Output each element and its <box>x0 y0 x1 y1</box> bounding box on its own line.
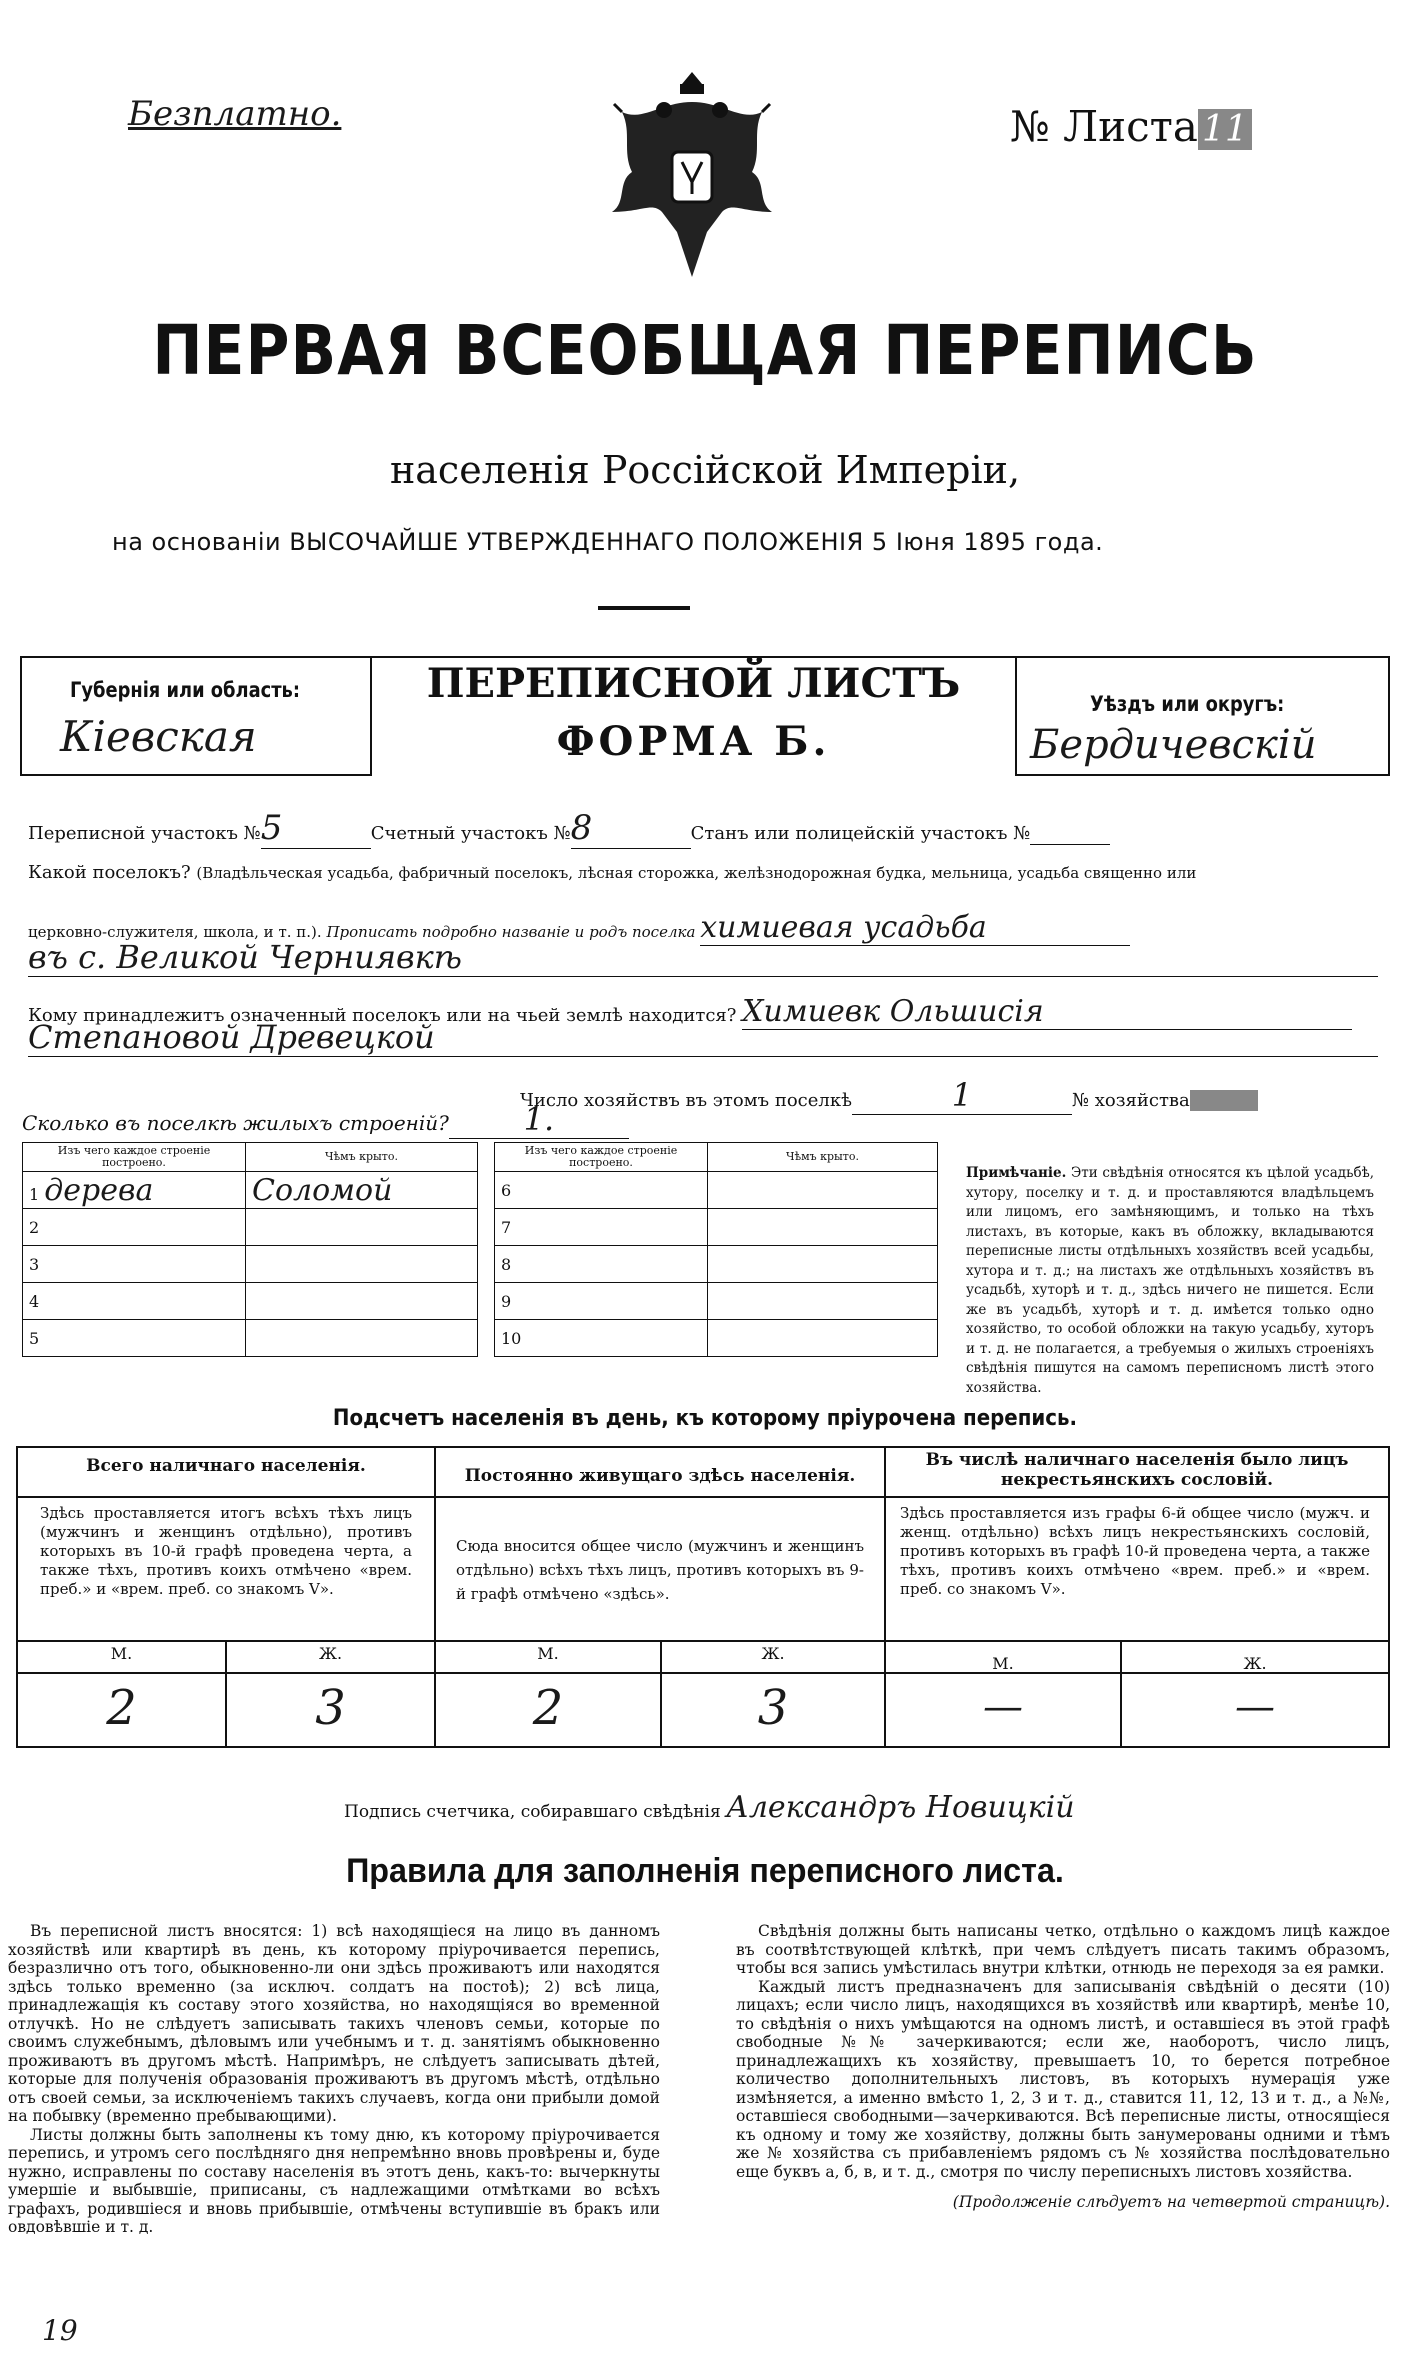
c2-m-label: М. <box>537 1644 559 1663</box>
pop-header-rule <box>16 1496 1390 1498</box>
signature-line <box>344 1790 1075 1825</box>
form-divider-2 <box>1015 656 1017 776</box>
col2-title: Постоянно живущаго здѣсь населенія. <box>464 1466 856 1486</box>
divider <box>598 606 690 610</box>
basis-line: на основаніи ВЫСОЧАЙШЕ УТВЕРЖДЕННАГО ПОЛОЖЕНІЯ 5 Іюня 1895 года. <box>112 528 1104 556</box>
owner-value-1: Химиевк Ольшисія <box>742 994 1352 1030</box>
settlement-value-2: въ с. Великой Черниявкѣ <box>28 938 1378 977</box>
uezd-bottom-rule <box>1015 774 1390 776</box>
rules-heading: Правила для заполненія переписного листа. <box>346 1852 1064 1890</box>
col-roof-header: Чѣмъ крыто. <box>708 1143 938 1172</box>
district-line <box>28 808 1388 849</box>
census-district-label: Переписной участокъ № <box>28 823 261 844</box>
form-subtitle: ФОРМА Б. <box>556 718 831 765</box>
col3-text: Здѣсь проставляется изъ графы 6-й общее число (мужч. и женщ. отдѣльно) всѣхъ лицъ некрестьянскихъ сословій, противъ которыхъ въ графѣ 10-й проведена черта, а также тѣхъ, противъ коихъ отмѣчено «врем. преб.» и «врем. преб. со знакомъ V». <box>900 1504 1370 1598</box>
c2-f-label: Ж. <box>761 1644 785 1663</box>
rules-right-column <box>736 1922 1390 2212</box>
table-row: 10 <box>495 1320 708 1357</box>
table-row: 4 <box>23 1283 246 1320</box>
col1-title: Всего наличнаго населенія. <box>86 1456 366 1476</box>
gubernia-value: Кіевская <box>60 712 257 761</box>
col1-text: Здѣсь проставляется итогъ всѣхъ тѣхъ лицъ (мужчинъ и женщинъ отдѣльно), противъ которыхъ въ 10-й графѣ проведена черта, а также тѣхъ, противъ коихъ отмѣчено «врем. преб.» и «врем. преб. со знакомъ V». <box>40 1504 412 1598</box>
settlement-hint: (Владѣльческая усадьба, фабричный поселокъ, лѣсная сторожка, желѣзнодорожная будка, мельница, усадьба священно или <box>196 864 1197 882</box>
roof-cell <box>708 1246 938 1283</box>
households-value: 1 <box>852 1076 1072 1115</box>
c1-f-label: Ж. <box>318 1644 343 1663</box>
buildings-label: Сколько въ поселкѣ жилыхъ строеній? <box>22 1111 449 1135</box>
rules-continued: (Продолженіе слѣдуетъ на четвертой страницѣ). <box>952 2193 1390 2211</box>
page-subtitle: населенія Россійской Имперіи, <box>389 448 1021 492</box>
roof-cell <box>246 1283 478 1320</box>
table-row: 8 <box>495 1246 708 1283</box>
col-roof-header: Чѣмъ крыто. <box>246 1143 478 1172</box>
c3-f-value: — <box>1235 1684 1275 1730</box>
c2-m-value: 2 <box>532 1680 564 1736</box>
roof-cell <box>246 1246 478 1283</box>
table-row: 7 <box>495 1209 708 1246</box>
sheet-label: № Листа <box>1010 102 1198 151</box>
signature-value: Александръ Новицкій <box>726 1790 1075 1825</box>
roof-cell <box>708 1209 938 1246</box>
table-row: 3 <box>23 1246 246 1283</box>
col-material-header: Изъ чего каждое строеніе построено. <box>23 1143 246 1172</box>
count-district-label: Счетный участокъ № <box>370 823 571 844</box>
col-material-header: Изъ чего каждое строеніе построено. <box>495 1143 708 1172</box>
note-title: Примѣчаніе. <box>966 1165 1067 1181</box>
c1-m-label: М. <box>110 1644 133 1663</box>
settlement-value-1: химиевая усадьба <box>700 910 1130 946</box>
roof-cell <box>246 1209 478 1246</box>
roof-cell: Соломой <box>246 1172 478 1209</box>
rules-left-p2: Листы должны быть заполнены къ тому дню, къ которому пріурочивается перепись, и утромъ сего послѣдняго дня непремѣнно вновь провѣрены и, буде нужно, исправлены по составу населенія въ этотъ день, какъ-то: вычеркнуты умершіе и выбывшіе, приписаны, съ надлежащими отмѣтками во всѣхъ графахъ, родившіеся и вновь прибывшіе, отмѣчены вступившіе въ бракъ или овдовѣвшіе и т. д. <box>8 2125 660 2236</box>
gubernia-bottom-rule <box>20 774 372 776</box>
form-top-rule <box>20 656 1390 658</box>
rules-left-column <box>8 1922 660 2237</box>
table-row: 6 <box>495 1172 708 1209</box>
roof-cell <box>708 1283 938 1320</box>
households-label: Число хозяйствъ въ этомъ поселкѣ <box>520 1090 852 1111</box>
buildings-value: 1. <box>449 1100 629 1139</box>
c1-f-value: 3 <box>315 1680 346 1736</box>
buildings-table-left <box>22 1142 478 1357</box>
population-heading: Подсчетъ населенія въ день, къ которому пріурочена перепись. <box>332 1406 1078 1431</box>
form-right-rule <box>1388 656 1390 776</box>
uezd-label: Уѣздъ или округъ: <box>1090 692 1285 716</box>
table-row: 1 дерева <box>23 1172 246 1209</box>
c1-m-value: 2 <box>106 1680 137 1736</box>
free-label: Безплатно. <box>128 94 342 134</box>
buildings-table-right <box>494 1142 938 1357</box>
c3-f-label: Ж. <box>1243 1654 1267 1673</box>
col3-title: Въ числѣ наличнаго населенія было лицъ некрестьянскихъ сословій. <box>925 1450 1349 1490</box>
pop-mf-rule-top <box>16 1640 1390 1642</box>
table-row: 5 <box>23 1320 246 1357</box>
owner-value-2: Степановой Древецкой <box>28 1018 1378 1057</box>
roof-cell <box>246 1320 478 1357</box>
settlement-hint2: церковно-служителя, школа, и т. п.). <box>28 923 322 941</box>
page-title: ПЕРВАЯ ВСЕОБЩАЯ ПЕРЕПИСЬ <box>152 310 1258 392</box>
page-mark: 19 <box>42 2314 78 2347</box>
rules-right-p2: Каждый листъ предназначенъ для записыванія свѣдѣній о десяти (10) лицахъ; если число лицъ, находящихся въ хозяйствѣ или квартирѣ, менѣе 10, то свѣдѣнія о нихъ умѣщаются на одномъ листѣ, и оставшіеся въ этой графѣ свободные №№ зачеркиваются; если же, наоборотъ, число лицъ, принадлежащихъ къ хозяйству, превышаетъ 10, то берется потребное количество дополнительныхъ листовъ, въ которыхъ нумерація уже измѣняется, а именно вмѣсто 1, 2, 3 и т. д., ставится 11, 12, 13 и т. д., а №№, оставшіеся свободными—зачеркиваются. Всѣ переписные листы, относящіеся къ одному и тому же хозяйству, должны быть занумерованы одними и тѣмъ же № хозяйства съ прибавленіемъ рядомъ съ № хозяйства послѣдовательно еще буквъ а, б, в, и т. д., смотря по числу переписныхъ листовъ хозяйства. <box>736 1977 1390 2181</box>
rules-left-p1: Въ переписной листъ вносятся: 1) всѣ находящіеся на лицо въ данномъ хозяйствѣ или квартирѣ въ день, къ которому пріурочивается перепись, безразлично отъ того, обыкновенно-ли они здѣсь проживаютъ или находятся здѣсь только временно (за исключ. солдатъ на постоѣ); 2) всѣ лица, принадлежащія къ составу этого хозяйства, но находящіяся во временной отлучкѣ. Но не слѣдуетъ записывать такихъ членовъ семьи, которые по своимъ служебнымъ, дѣловымъ или учебнымъ и т. д. занятіямъ обыкновенно проживаютъ въ другомъ мѣстѣ. Напримѣръ, не слѣдуетъ записывать дѣтей, которые для полученія образованія проживаютъ въ другомъ мѣстѣ, отдѣльно отъ своей семьи, за исключеніемъ такихъ случаевъ, когда они прибыли домой на побывку (временно пребывающими). <box>8 1922 660 2125</box>
signature-label: Подпись счетчика, собиравшаго свѣдѣнія <box>344 1802 721 1822</box>
rules-right-p1: Свѣдѣнія должны быть написаны четко, отдѣльно о каждомъ лицѣ каждое въ соотвѣтствующей клѣткѣ, при чемъ слѣдуетъ писать такимъ образомъ, чтобы вся запись умѣстилась внутри клѣтки, отнюдь не переходя за ея рамки. <box>736 1922 1390 1977</box>
census-district-value: 5 <box>261 808 371 849</box>
owner-label: Кому принадлежитъ означенный поселокъ или на чьей землѣ находится? <box>28 1005 737 1026</box>
roof-cell <box>708 1320 938 1357</box>
settlement-label: Какой поселокъ? <box>28 862 191 883</box>
note-block <box>966 1164 1374 1398</box>
stan-label: Станъ или полицейскій участокъ № <box>690 823 1031 844</box>
uezd-value: Бердичевскій <box>1030 722 1317 768</box>
form-title: ПЕРЕПИСНОЙ ЛИСТЪ <box>426 660 961 707</box>
table-row: 2 <box>23 1209 246 1246</box>
double-headed-eagle-icon <box>602 62 782 292</box>
count-district-value: 8 <box>571 808 691 849</box>
settlement-hint3: Прописать подробно названіе и родъ поселка <box>326 923 696 941</box>
sheet-number <box>1010 102 1252 151</box>
form-left-rule <box>20 656 22 776</box>
household-no-label: № хозяйства <box>1071 1090 1190 1111</box>
c3-m-value: — <box>983 1684 1023 1730</box>
roof-cell <box>708 1172 938 1209</box>
buildings-line <box>22 1100 922 1139</box>
settlement-line <box>28 862 1388 883</box>
c2-f-value: 3 <box>757 1680 789 1736</box>
gubernia-label: Губернія или область: <box>70 678 300 702</box>
note-text: Эти свѣдѣнія относятся къ цѣлой усадьбѣ, хутору, поселку и т. д. и проставляются владѣльцемъ или лицомъ, его замѣняющимъ, и только на тѣхъ листахъ, въ которые, какъ въ обложку, вкладываются переписные листы отдѣльныхъ хозяйствъ всей усадьбы, хутора и т. д.; на листахъ же отдѣльныхъ хозяйствъ въ усадьбѣ, хуторѣ и т. д., здѣсь ничего не пишется. Если же въ усадьбѣ, хуторѣ и т. д. имѣется только одно хозяйство, то особой обложки на такую усадьбу, хуторъ и т. д. не полагается, а требуемыя о жилыхъ строеніяхъ свѣдѣнія пишутся на самомъ переписномъ листѣ этого хозяйства. <box>966 1165 1375 1396</box>
table-row: 9 <box>495 1283 708 1320</box>
col2-text: Сюда вносится общее число (мужчинъ и женщинъ отдѣльно) всѣхъ тѣхъ лицъ, противъ которыхъ въ 9-й графѣ отмѣчено «здѣсь». <box>456 1537 864 1603</box>
sheet-value: 11 <box>1198 109 1252 150</box>
c3-m-label: М. <box>992 1654 1014 1673</box>
